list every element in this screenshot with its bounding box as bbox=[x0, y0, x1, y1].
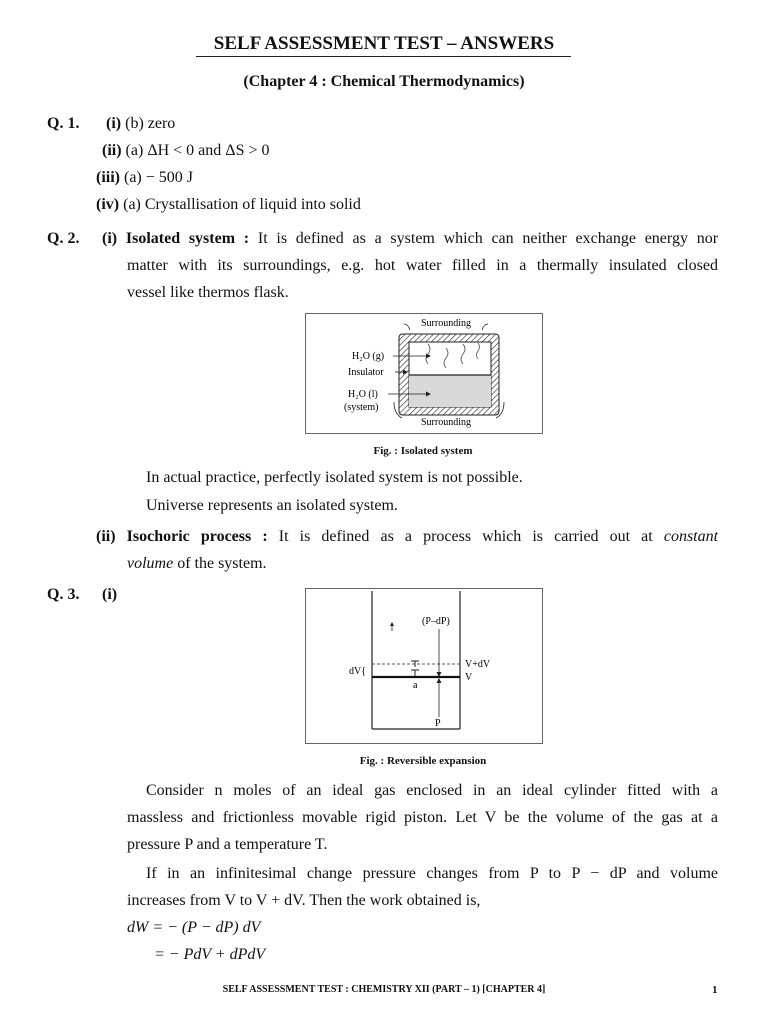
q1-iii-num: (iii) bbox=[96, 169, 120, 186]
q2-i-num: (i) bbox=[102, 230, 118, 247]
q1-iv-opt: (a) bbox=[123, 196, 141, 213]
q2-ii-term: Isochoric process : bbox=[126, 528, 268, 545]
vapour-arrowhead bbox=[426, 354, 431, 359]
equation-1: dW = − (P − dP) dV bbox=[127, 919, 261, 936]
reversible-expansion-figure bbox=[305, 588, 543, 744]
q2-ii-num: (ii) bbox=[96, 528, 116, 545]
equation-2: = − PdV + dPdV bbox=[154, 946, 266, 963]
q2-ii-line2 bbox=[127, 555, 267, 573]
q3-label: Q. 3. bbox=[47, 586, 80, 603]
vapour-wisp-2 bbox=[444, 348, 448, 368]
q3-num: (i) bbox=[102, 586, 118, 603]
isolated-system-figure bbox=[305, 313, 543, 434]
q2-ii-text2-italic: volume bbox=[127, 555, 174, 572]
q2-note2: Universe represents an isolated system. bbox=[146, 497, 398, 514]
surrounding-top-bracket-left bbox=[404, 324, 410, 330]
vapour-label: H₂O (g) bbox=[352, 351, 385, 362]
q2-i-text1: It is defined as a system which can neither exchange energy nor bbox=[257, 230, 719, 247]
q2-i-term: Isolated system : bbox=[125, 230, 250, 247]
q1-iv-text: Crystallisation of liquid into solid bbox=[144, 196, 361, 213]
q1-label: Q. 1. bbox=[47, 115, 80, 132]
label-a: a bbox=[413, 680, 418, 691]
chapter-subtitle: (Chapter 4 : Chemical Thermodynamics) bbox=[243, 73, 525, 90]
q1-answer-iii bbox=[96, 169, 193, 187]
figure2-caption: Fig. : Reversible expansion bbox=[359, 755, 487, 767]
q1-ii-opt: (a) bbox=[125, 142, 144, 159]
vapour-wisp-4 bbox=[477, 343, 480, 359]
label-v: V bbox=[465, 672, 473, 683]
surrounding-top-label: Surrounding bbox=[421, 318, 471, 329]
label-p: P bbox=[435, 718, 441, 729]
q2-ii-text2: of the system. bbox=[177, 555, 267, 572]
reversible-expansion-diagram bbox=[306, 589, 542, 743]
figure1-caption: Fig. : Isolated system bbox=[373, 445, 473, 457]
q1-ii-text: ΔH < 0 and ΔS > 0 bbox=[147, 142, 270, 159]
small-up-arrowhead bbox=[390, 622, 394, 626]
q3-para1-line3: pressure P and a temperature T. bbox=[127, 836, 328, 853]
page-title: SELF ASSESSMENT TEST – ANSWERS bbox=[213, 33, 555, 54]
label-v-plus-dv: V+dV bbox=[465, 659, 491, 670]
page-number: 1 bbox=[712, 984, 718, 996]
q1-i-opt: (b) bbox=[125, 115, 144, 132]
q1-answer-i bbox=[106, 115, 175, 133]
liquid-water bbox=[409, 375, 491, 407]
q1-answer-iv bbox=[96, 196, 361, 214]
q1-answer-ii bbox=[102, 142, 270, 160]
isolated-system-diagram bbox=[306, 314, 542, 433]
q2-ii-line1 bbox=[96, 528, 718, 546]
page-footer: SELF ASSESSMENT TEST : CHEMISTRY XII (PART – 1) [CHAPTER 4] bbox=[222, 984, 546, 995]
q3-para1-line1: Consider n moles of an ideal gas enclosed in an ideal cylinder fitted with a bbox=[146, 782, 718, 799]
surrounding-top-bracket-right bbox=[482, 324, 488, 330]
label-dv: dV{ bbox=[349, 666, 367, 677]
q1-iii-opt: (a) bbox=[124, 169, 142, 186]
q3-para2-line1: If in an infinitesimal change pressure changes from P to P − dP and volume bbox=[146, 865, 718, 882]
q2-i-line1 bbox=[102, 230, 718, 248]
q1-ii-num: (ii) bbox=[102, 142, 122, 159]
q1-i-text: zero bbox=[147, 115, 176, 132]
q2-note1: In actual practice, perfectly isolated system is not possible. bbox=[146, 469, 523, 486]
q1-iii-text: − 500 J bbox=[145, 169, 194, 186]
q2-label: Q. 2. bbox=[47, 230, 80, 247]
liquid-label: H₂O (l) bbox=[348, 389, 378, 400]
label-p-minus-dp: (P–dP) bbox=[422, 616, 450, 627]
q2-i-line3: vessel like thermos flask. bbox=[127, 284, 289, 301]
q3-para2-line2: increases from V to V + dV. Then the work obtained is, bbox=[127, 892, 481, 909]
q2-i-line2: matter with its surroundings, e.g. hot water filled in a thermally insulated closed bbox=[127, 257, 718, 274]
internal-pressure-arrowhead bbox=[437, 678, 442, 683]
q1-iv-num: (iv) bbox=[96, 196, 120, 213]
system-label: (system) bbox=[344, 402, 379, 413]
q2-ii-text1-italic: constant bbox=[663, 528, 719, 545]
surrounding-bottom-label: Surrounding bbox=[421, 417, 471, 428]
q3-para1-line2: massless and frictionless movable rigid piston. Let V be the volume of the gas at a bbox=[127, 809, 718, 826]
title-underline bbox=[196, 56, 571, 57]
insulator-label: Insulator bbox=[348, 367, 384, 378]
q2-ii-text1: It is defined as a process which is carried out at bbox=[278, 528, 653, 545]
vapour-wisp-3 bbox=[461, 344, 465, 364]
q1-i-num: (i) bbox=[106, 115, 122, 132]
